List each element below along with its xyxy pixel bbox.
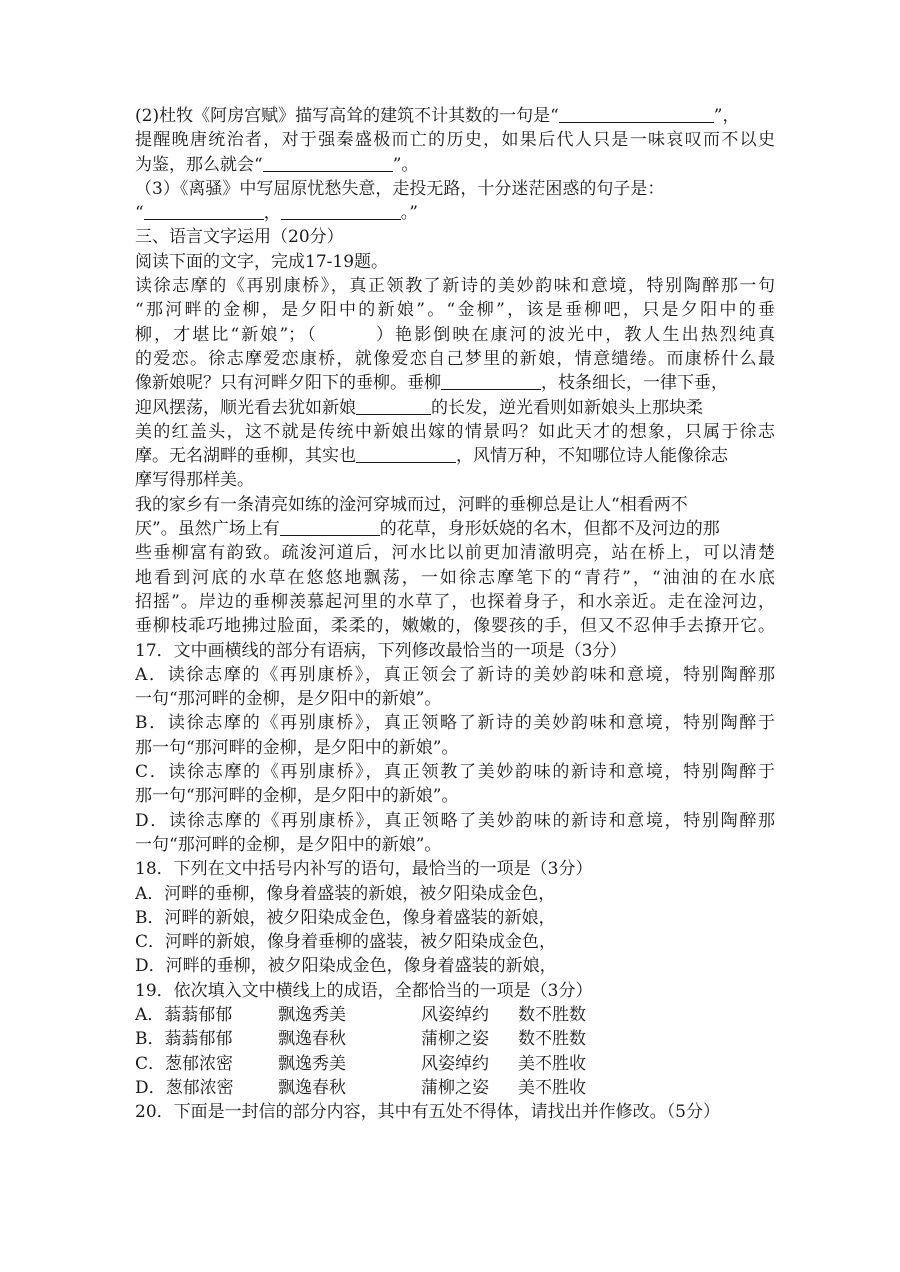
answer-blank[interactable] (559, 104, 714, 123)
option-cell: 蒲柳之姿 (421, 1077, 489, 1098)
option-cell: 风姿绰约 (421, 1004, 489, 1025)
exam-page (135, 104, 775, 1124)
answer-blank[interactable] (441, 371, 541, 390)
q17-option-c[interactable]: C．读徐志摩的《再别康桥》，真正领教了美妙韵味的新诗和意境，特别陶醉于 (135, 762, 775, 783)
section-instruction: 阅读下面的文字，完成17-19题。 (135, 251, 389, 272)
q18-stem: 18．下列在文中括号内补写的语句，最恰当的一项是（3分） (135, 859, 593, 880)
option-cell: 飘逸秀美 (278, 1053, 346, 1074)
q19-option-d[interactable] (135, 1076, 775, 1100)
text: 像新娘呢？只有河畔夕阳下的垂柳。垂柳 (135, 373, 441, 394)
text: 厌”。虽然广场上有 (135, 519, 280, 540)
passage-line: 的爱恋。徐志摩爱恋康桥，就像爱恋自己梦里的新娘，情意缱绻。而康桥什么最 (135, 348, 775, 369)
text: ， (263, 203, 281, 224)
q18-option-c[interactable]: C．河畔的新娘，像身着垂柳的盛装，被夕阳染成金色， (135, 932, 557, 953)
poem-q2-line1 (135, 104, 775, 128)
section-heading: 三、语言文字运用（20分） (135, 227, 344, 248)
q17-stem: 17．文中画横线的部分有语病，下列修改最恰当的一项是（3分） (135, 640, 627, 661)
q19-option-c[interactable] (135, 1052, 775, 1076)
passage-line: “那河畔的金柳，是夕阳中的新娘”。“金柳”，该是垂柳吧，只是夕阳中的垂 (135, 300, 775, 321)
passage-line: 地看到河底的水草在悠悠地飘荡，一如徐志摩笔下的“青荇”，“油油的在水底 (135, 567, 775, 588)
q17-option-b[interactable]: B．读徐志摩的《再别康桥》，真正领略了新诗的美妙韵味和意境，特别陶醉于 (135, 713, 775, 734)
text: ，风情万种，不知哪位诗人能像徐志 (456, 446, 728, 467)
passage-line: 摩写得那样美。 (135, 470, 254, 491)
option-cell: C．葱郁浓密 (135, 1053, 234, 1074)
poem-q2-line2: 提醒晚唐统治者，对于强秦盛极而亡的历史，如果后代人只是一味哀叹而不以史 (135, 130, 775, 151)
text: 。” (400, 203, 418, 224)
option-cell: 飘逸春秋 (278, 1029, 346, 1050)
option-cell: 美不胜收 (518, 1077, 586, 1098)
answer-blank[interactable] (356, 396, 431, 415)
q17-option-b-cont: 那一句“那河畔的金柳，是夕阳中的新娘”。 (135, 737, 459, 758)
passage-line (135, 517, 775, 541)
text: 柳，才堪比“新娘”；（ (135, 324, 318, 345)
option-cell: D．葱郁浓密 (135, 1077, 234, 1098)
text: (2)杜牧《阿房宫赋》描写高耸的建筑不计其数的一句是“ (135, 106, 559, 126)
passage-line: 美的红盖头，这不就是传统中新娘出嫁的情景吗？如此天才的想象，只属于徐志 (135, 421, 775, 442)
text: 迎风摆荡，顺光看去犹如新娘 (135, 397, 356, 418)
text: 摩。无名湖畔的垂柳，其实也 (135, 446, 356, 467)
option-cell: 风姿绰约 (421, 1053, 489, 1074)
text: 的长发，逆光看则如新娘头上那块柔 (431, 397, 703, 418)
option-cell: 美不胜收 (518, 1053, 586, 1074)
text: “ (135, 203, 144, 224)
passage-line (135, 444, 775, 468)
option-cell: 数不胜数 (518, 1004, 586, 1025)
text: ”， (713, 106, 740, 126)
answer-blank[interactable] (263, 153, 393, 172)
passage-line (135, 371, 775, 395)
option-cell: 飘逸春秋 (278, 1077, 346, 1098)
q17-option-d-cont: 一句“那河畔的金柳，是夕阳中的新娘”。 (135, 834, 442, 855)
text: ）艳影倒映在康河的波光中，教人生出热烈纯真 (373, 324, 775, 345)
poem-q3-line2 (135, 201, 775, 225)
passage-line (135, 396, 775, 420)
q18-option-d[interactable]: D．河畔的垂柳，被夕阳染成金色，像身着盛装的新娘， (135, 956, 557, 977)
passage-line (135, 323, 775, 347)
q20-stem: 20．下面是一封信的部分内容，其中有五处不得体，请找出并作修改。（5分） (135, 1102, 720, 1123)
text: 为鉴，那么就会“ (135, 154, 263, 175)
passage-line: 读徐志摩的《再别康桥》，真正领教了新诗的美妙韵味和意境，特别陶醉那一句 (135, 276, 775, 297)
text: 的花草，身形妖娆的名木，但都不及河边的那 (379, 519, 720, 540)
option-cell: 数不胜数 (518, 1029, 586, 1050)
q17-option-d[interactable]: D．读徐志摩的《再别康桥》，真正领略了美妙韵味的新诗和意境，特别陶醉那 (135, 810, 775, 831)
answer-blank[interactable] (280, 517, 380, 536)
passage-line: 些垂柳富有韵致。疏浚河道后，河水比以前更加清澈明亮，站在桥上，可以清楚 (135, 543, 775, 564)
text: ”。 (392, 154, 419, 175)
passage-line: 我的家乡有一条清亮如练的淦河穿城而过，河畔的垂柳总是让人“相看两不 (135, 494, 688, 515)
answer-blank[interactable] (281, 201, 401, 220)
answer-blank[interactable] (144, 201, 264, 220)
q18-option-b[interactable]: B．河畔的新娘，被夕阳染成金色，像身着盛装的新娘， (135, 907, 556, 928)
option-cell: A．蓊蓊郁郁 (135, 1004, 233, 1025)
poem-q3-line1: （3）《离骚》中写屈原忧愁失意，走投无路，十分迷茫困惑的句子是： (135, 178, 665, 199)
q17-option-a-cont: 一句“那河畔的金柳，是夕阳中的新娘”。 (135, 689, 442, 710)
option-cell: 蒲柳之姿 (421, 1029, 489, 1050)
passage-line: 招摇”。岸边的垂柳羡慕起河里的水草了，也探着身子，和水亲近。走在淦河边， (135, 591, 775, 612)
q19-option-b[interactable] (135, 1027, 775, 1051)
option-cell: 飘逸秀美 (278, 1004, 346, 1025)
poem-q2-line3 (135, 153, 775, 177)
passage-line: 垂柳枝乖巧地拂过脸面，柔柔的，嫩嫩的，像婴孩的手，但又不忍伸手去撩开它。 (135, 616, 775, 637)
answer-blank[interactable] (356, 444, 456, 463)
q19-option-a[interactable] (135, 1003, 775, 1027)
q19-stem: 19．依次填入文中横线上的成语，全都恰当的一项是（3分） (135, 980, 593, 1001)
q18-option-a[interactable]: A．河畔的垂柳，像身着盛装的新娘，被夕阳染成金色， (135, 883, 556, 904)
option-cell: B．蓊蓊郁郁 (135, 1029, 233, 1050)
q17-option-c-cont: 那一句“那河畔的金柳，是夕阳中的新娘”。 (135, 786, 459, 807)
text: ，枝条细长，一律下垂， (541, 373, 728, 394)
q17-option-a[interactable]: A．读徐志摩的《再别康桥》，真正领会了新诗的美妙韵味和意境，特别陶醉那 (135, 664, 775, 685)
